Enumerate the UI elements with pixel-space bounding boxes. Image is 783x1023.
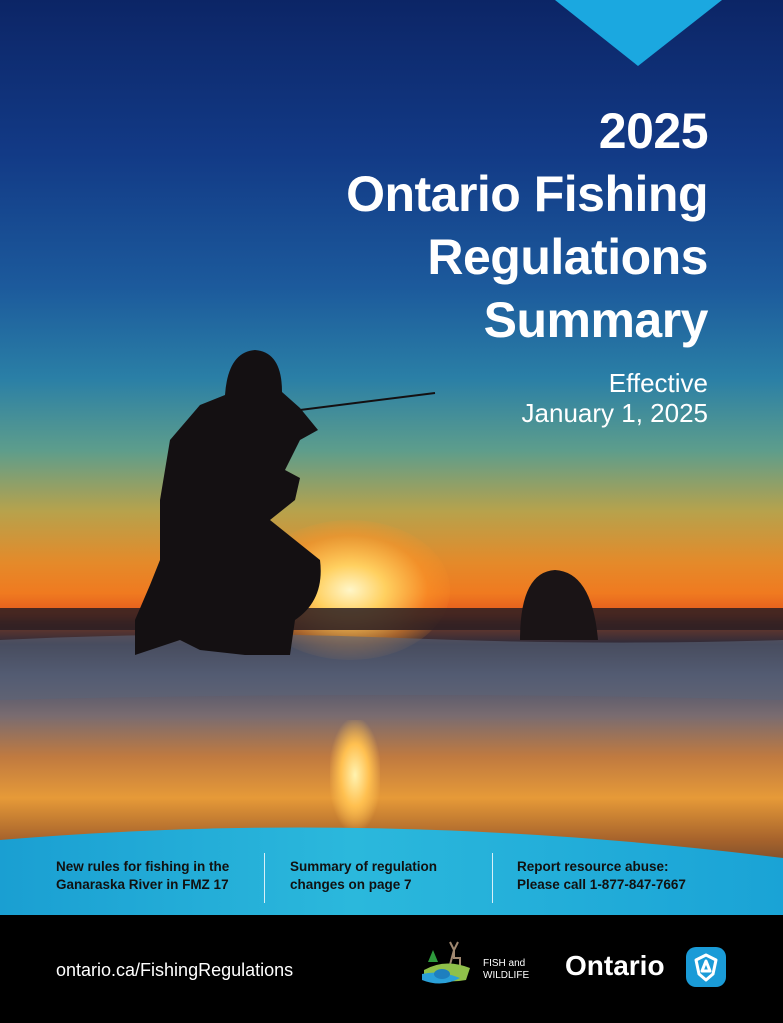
- info-report-abuse: [517, 858, 686, 894]
- ontario-logo-text: Ontario: [565, 950, 665, 981]
- divider: [492, 853, 493, 903]
- info-line: Report resource abuse:: [517, 859, 669, 874]
- page-title: [346, 100, 708, 352]
- title-line: Summary: [483, 292, 708, 348]
- fish-and-wildlife-logo-icon: [420, 940, 482, 990]
- info-line: changes on page 7: [290, 877, 412, 892]
- info-line: Please call 1-877-847-7667: [517, 877, 686, 892]
- chevron-accent: [0, 0, 783, 80]
- info-summary-changes: [290, 858, 437, 894]
- title-line: Regulations: [427, 229, 708, 285]
- title-line: Ontario Fishing: [346, 166, 708, 222]
- website-link[interactable]: ontario.ca/FishingRegulations: [56, 960, 294, 980]
- divider: [264, 853, 265, 903]
- effective-label: Effective: [608, 368, 708, 398]
- trillium-icon: [686, 947, 726, 987]
- fish-and-wildlife-logo-text: FISH and WILDLIFE: [483, 958, 530, 981]
- effective-date: [522, 368, 708, 428]
- info-ganaraska: [56, 858, 229, 894]
- title-line: 2025: [598, 103, 708, 159]
- info-line: Summary of regulation: [290, 859, 438, 874]
- effective-date-value: January 1, 2025: [521, 398, 708, 428]
- info-line: Ganaraska River in FMZ 17: [56, 877, 229, 892]
- info-line: New rules for fishing in the: [56, 859, 230, 874]
